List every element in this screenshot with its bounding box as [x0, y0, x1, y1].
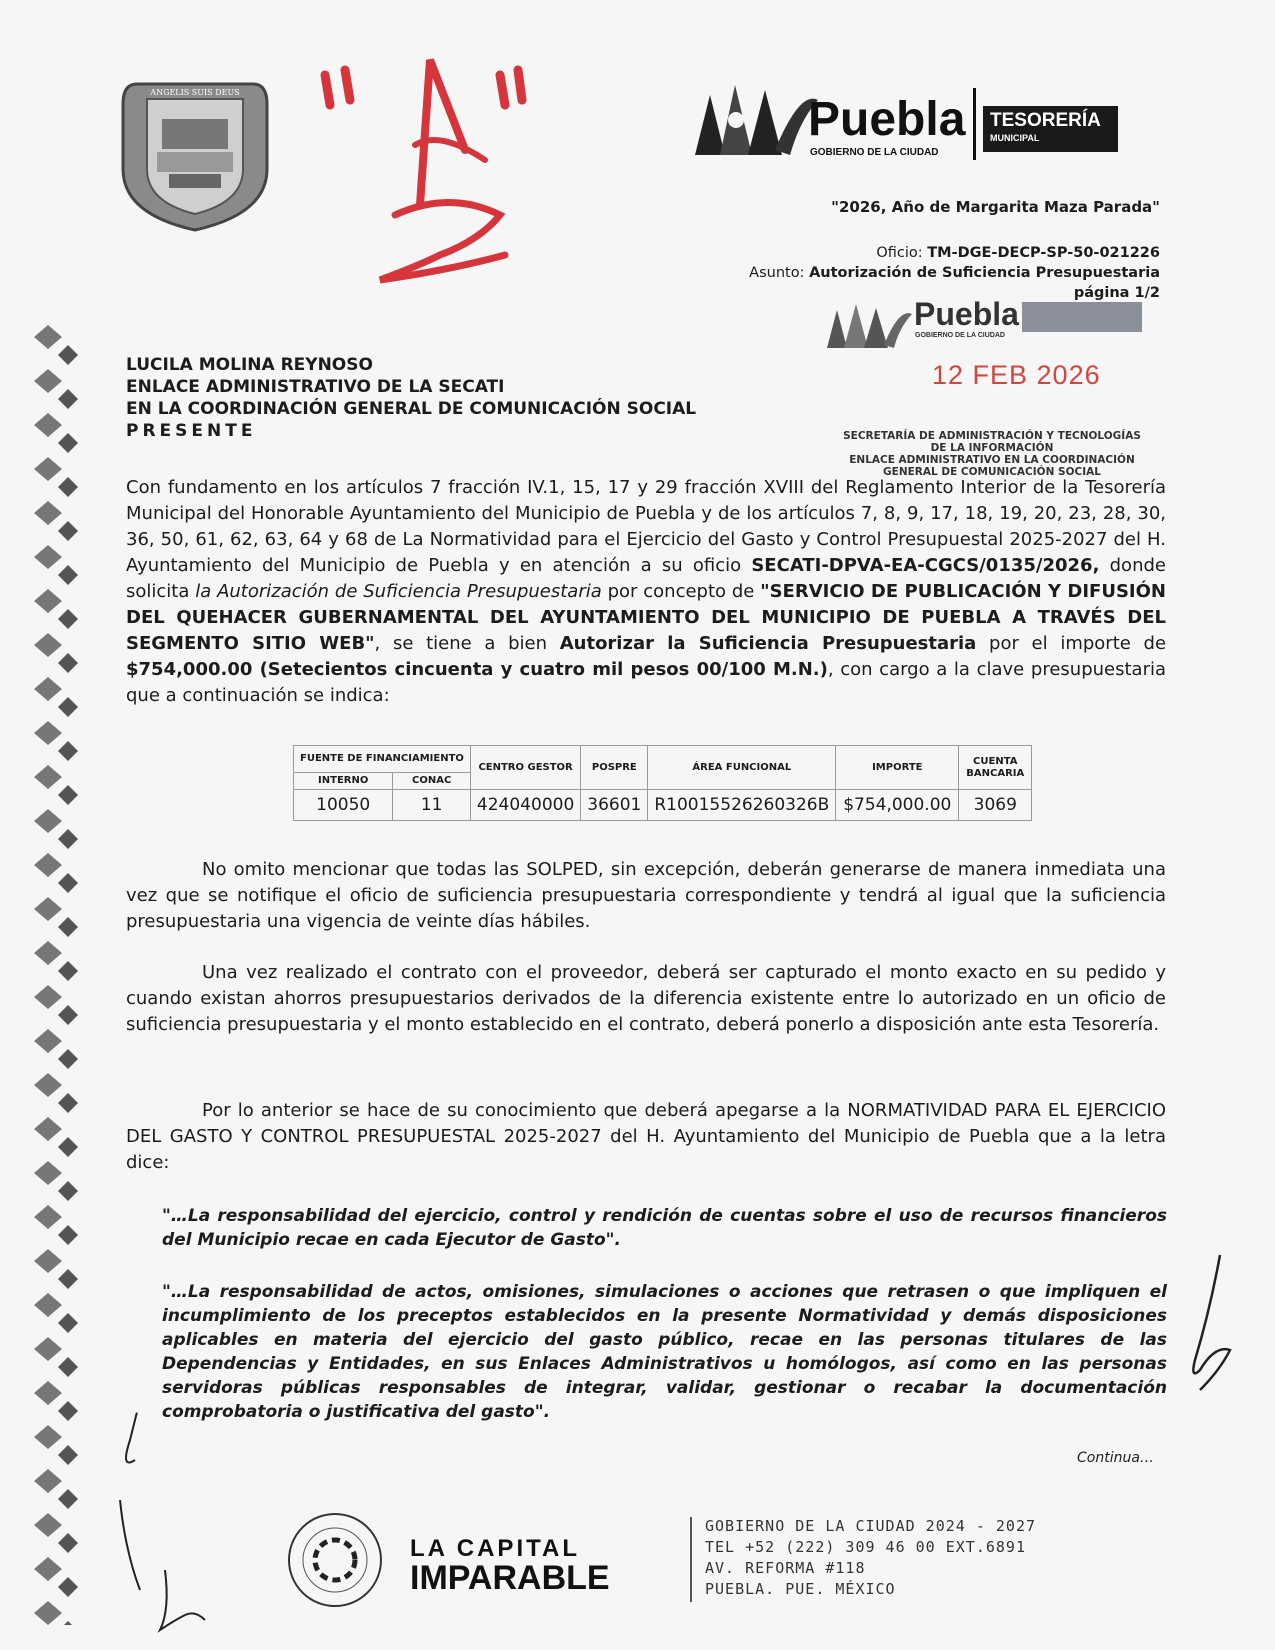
p1-text-a: Con fundamento en los artículos 7 fracción IV.1, 15, 17 y 29 fracción XVIII del Reglamento Interior de la Tesorería Municipal del Honorable Ayuntamiento del Municipio de Puebla y de los artículos 7, 8, 9, 17, 18, 19, 20, 23, 28, 30, 36, 50, 61, 62, 63, 64 y 68 de La Normatividad para el Ejercicio del Gasto y Control Presupuestal 2025-2027 del H. Ayuntamiento del Municipio de Puebla y en atención a su oficio	[126, 477, 1166, 576]
continua-label: Continua…	[1077, 1450, 1154, 1466]
footer-address-3: AV. REFORMA #118	[705, 1559, 866, 1577]
th-pospre: POSPRE	[581, 746, 648, 790]
stamp-text	[822, 430, 1162, 478]
stamp-date: 12 FEB 2026	[932, 360, 1101, 390]
stamp-line-2: DE LA INFORMACIÓN	[930, 442, 1054, 454]
paragraph-4: Por lo anterior se hace de su conocimiento que deberá apegarse a la NORMATIVIDAD PARA EL EJERCICIO DEL GASTO Y CONTROL PRESUPUESTAL 2025-2027 del H. Ayuntamiento del Municipio de Puebla que a la letra dice:	[126, 1100, 1166, 1173]
la-capital-imparable-logo	[410, 1535, 655, 1595]
th-importe: IMPORTE	[836, 746, 959, 790]
cell-pospre: 36601	[581, 790, 648, 821]
footer-address-4: PUEBLA. PUE. MÉXICO	[705, 1580, 896, 1598]
oficio-number: TM-DGE-DECP-SP-50-021226	[927, 245, 1160, 261]
handwritten-mark	[300, 30, 560, 300]
addressee-name: LUCILA MOLINA REYNOSO	[126, 355, 373, 375]
p1-text-c: por concepto de	[601, 581, 761, 602]
table-header-row	[294, 746, 1032, 773]
th-conac: CONAC	[393, 773, 471, 790]
stamp-line-1: SECRETARÍA DE ADMINISTRACIÓN Y TECNOLOGÍAS	[843, 430, 1141, 442]
p1-italic: la Autorización de Suficiencia Presupuestaria	[195, 581, 602, 602]
logo-department-sub: MUNICIPAL	[990, 133, 1040, 143]
decorative-border	[30, 325, 90, 1625]
p1-text-f: , con cargo a la clave presupuestaria que a continuación se indica:	[126, 659, 1166, 706]
asunto-label: Asunto:	[749, 265, 805, 281]
addressee-line-3: EN LA COORDINACIÓN GENERAL DE COMUNICACIÓN SOCIAL	[126, 399, 697, 419]
cell-area: R10015526260326B	[648, 790, 836, 821]
logo-subtitle: GOBIERNO DE LA CIUDAD	[810, 147, 939, 158]
city-seal	[117, 74, 273, 234]
quote-1: "…La responsabilidad del ejercicio, control y rendición de cuentas sobre el uso de recursos financieros del Municipio recae en cada Ejecutor de Gasto".	[162, 1206, 1167, 1250]
cell-importe: $754,000.00	[836, 790, 959, 821]
quote-2: "…La responsabilidad de actos, omisiones, simulaciones o acciones que retrasen o que impliquen el incumplimiento de los preceptos establecidos en la presente Normatividad y demás disposiciones aplicables en materia del ejercicio del gasto público, recae en las personas titulares de las Dependencias y Entidades, en sus Enlaces Administrativos u homólogos, así como en las personas servidoras públicas responsables de integrar, validar, gestionar o recabar la documentación comprobatoria o justificativa del gasto".	[162, 1282, 1167, 1422]
paragraph-3: Una vez realizado el contrato con el proveedor, deberá ser capturado el monto exacto en su pedido y cuando existan ahorros presupuestarios derivados de la diferencia existente entre lo autorizado en un oficio de suficiencia presupuestaria y el monto establecido en el contrato, deberá ponerlo a disposición ante esta Tesorería.	[126, 962, 1166, 1035]
addressee-line-2: ENLACE ADMINISTRATIVO DE LA SECATI	[126, 377, 505, 397]
stamp-line-3: ENLACE ADMINISTRATIVO EN LA COORDINACIÓN	[849, 454, 1135, 466]
p1-text-b: donde solicita	[126, 555, 1166, 602]
tesoreria-logo	[690, 80, 1160, 190]
footer-address	[705, 1516, 1036, 1600]
capital-line-2: IMPARABLE	[410, 1559, 610, 1597]
p1-text-d: , se tiene a bien	[374, 633, 560, 654]
reception-stamp	[822, 290, 1167, 478]
table-row	[294, 790, 1032, 821]
p1-concepto: "SERVICIO DE PUBLICACIÓN Y DIFUSIÓN DEL QUEHACER GUBERNAMENTAL DEL AYUNTAMIENTO DEL MUNICIPIO DE PUEBLA A TRAVÉS DEL SEGMENTO SITIO WEB"	[126, 581, 1166, 654]
stamp-line-4: GENERAL DE COMUNICACIÓN SOCIAL	[883, 466, 1101, 478]
cell-centro: 424040000	[470, 790, 580, 821]
footer-address-1: GOBIERNO DE LA CIUDAD 2024 - 2027	[705, 1517, 1037, 1535]
cell-cuenta: 3069	[959, 790, 1032, 821]
th-centro: CENTRO GESTOR	[470, 746, 580, 790]
th-cuenta: CUENTA BANCARIA	[959, 746, 1032, 790]
p1-oficio-ref: SECATI-DPVA-EA-CGCS/0135/2026,	[751, 555, 1100, 576]
addressee-line-4: PRESENTE	[126, 421, 257, 441]
cell-interno: 10050	[294, 790, 393, 821]
oficio-label: Oficio:	[876, 245, 923, 261]
paragraph-2: No omito mencionar que todas las SOLPED, sin excepción, deberán generarse de manera inmediata una vez que se notifique el oficio de suficiencia presupuestaria correspondiente y tendrá al igual que la suficiencia presupuestaria una vigencia de veinte días hábiles.	[126, 859, 1166, 932]
page-number: página 1/2	[1073, 285, 1160, 301]
th-fuente: FUENTE DE FINANCIAMIENTO	[294, 746, 471, 773]
signature-right	[1175, 1250, 1245, 1410]
th-interno: INTERNO	[294, 773, 393, 790]
cell-conac: 11	[393, 790, 471, 821]
logo-city: Puebla	[808, 93, 966, 146]
capital-line-1: LA CAPITAL	[410, 1535, 580, 1562]
puebla-logo-icon	[690, 80, 820, 160]
th-area: ÁREA FUNCIONAL	[648, 746, 836, 790]
budget-table	[293, 745, 1032, 821]
svg-text:ANGELIS SUIS DEUS: ANGELIS SUIS DEUS	[150, 88, 240, 97]
p1-importe: $754,000.00 (Setecientos cincuenta y cuatro mil pesos 00/100 M.N.)	[126, 659, 828, 680]
addressee-block	[126, 354, 696, 442]
stamp-logo-subtitle: GOBIERNO DE LA CIUDAD	[915, 332, 1005, 339]
footer-address-2: TEL +52 (222) 309 46 00 EXT.6891	[705, 1538, 1026, 1556]
paragraph-1	[126, 475, 1166, 709]
footer-divider	[690, 1517, 692, 1602]
logo-department: TESORERÍA	[990, 110, 1101, 131]
stamp-logo-icon	[824, 300, 914, 350]
year-motto: "2026, Año de Margarita Maza Parada"	[831, 198, 1160, 216]
signature-left	[105, 1390, 225, 1640]
asunto-text: Autorización de Suficiencia Presupuestaria	[809, 265, 1160, 281]
p1-autorizar: Autorizar la Suficiencia Presupuestaria	[559, 633, 977, 654]
p1-text-e: por el importe de	[976, 633, 1167, 654]
stamp-logo-city: Puebla	[914, 296, 1019, 332]
equality-seal-icon	[285, 1510, 385, 1610]
